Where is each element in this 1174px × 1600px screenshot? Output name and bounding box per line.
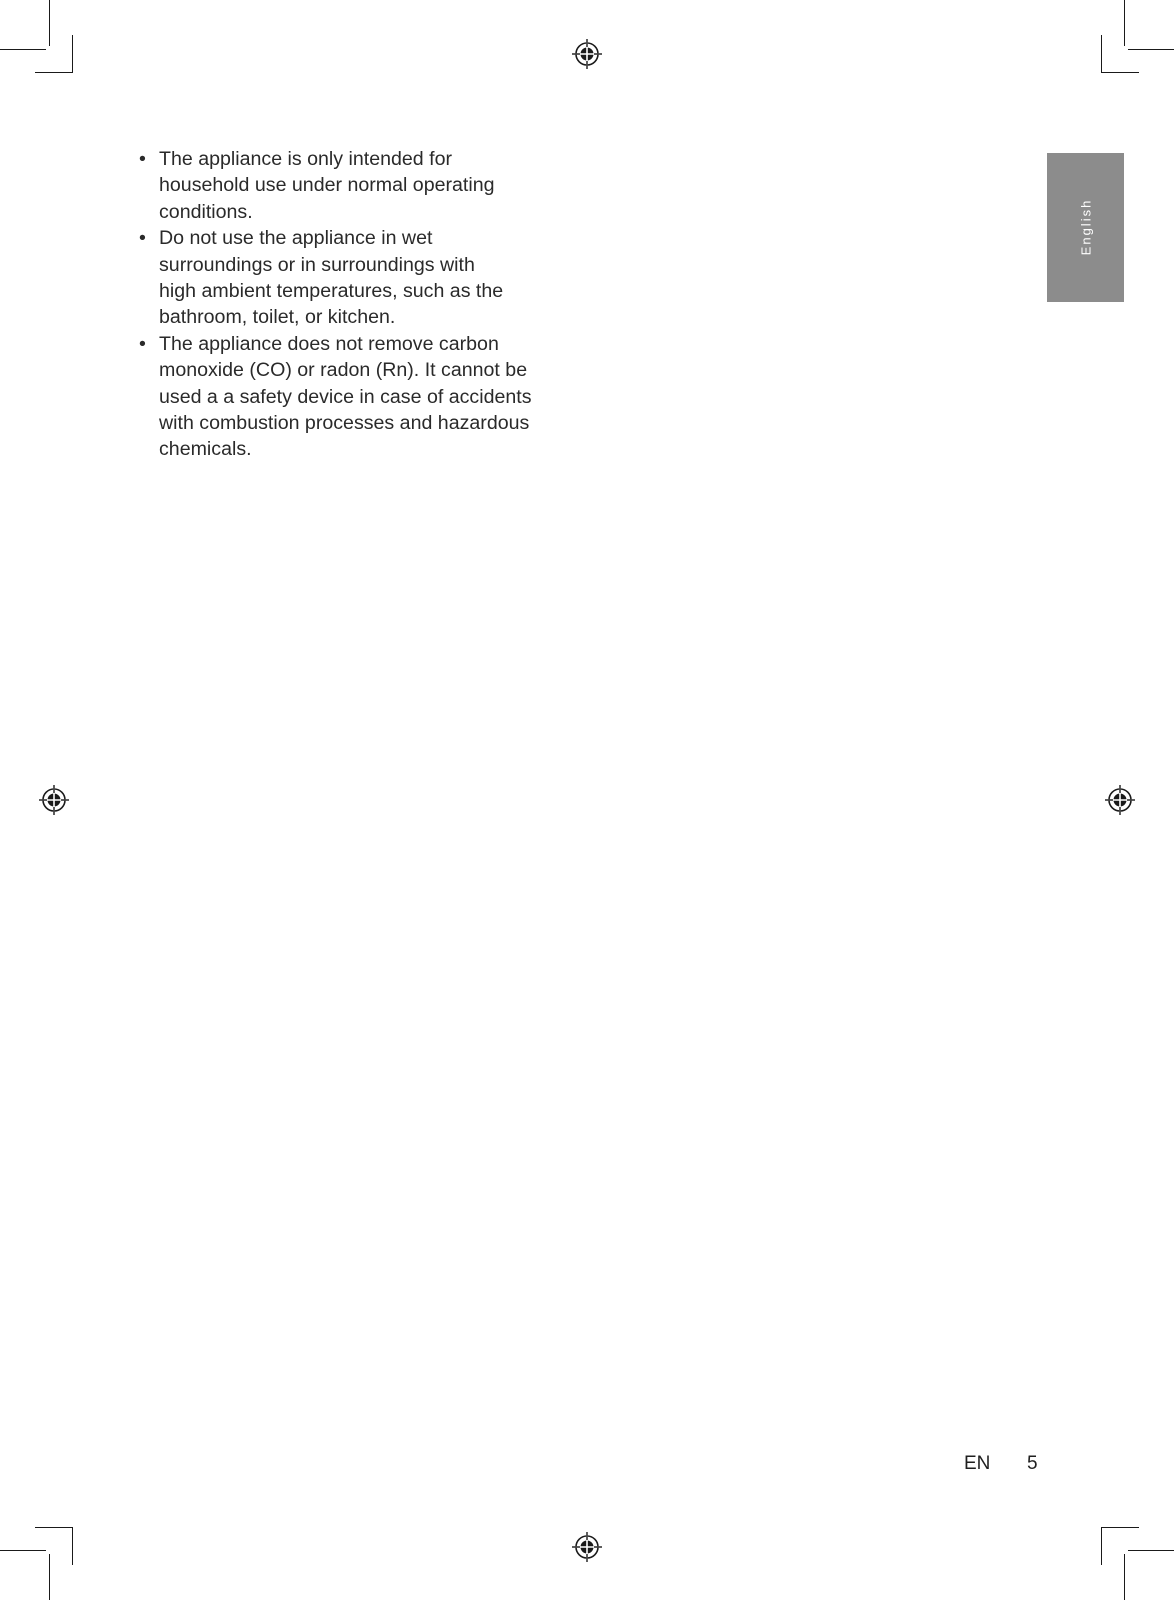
text-line: chemicals. <box>159 438 252 461</box>
crop-mark <box>1101 72 1139 73</box>
text-line: The appliance is only intended for <box>159 148 453 170</box>
crop-mark <box>35 72 73 73</box>
text-line: used a a safety device in case of accidents <box>159 385 532 408</box>
crop-mark <box>72 1527 73 1565</box>
text-line: household use under normal operating <box>159 174 495 197</box>
crop-mark <box>49 1554 50 1600</box>
crop-mark <box>1101 1527 1102 1565</box>
bullet-icon: • <box>139 148 146 170</box>
crop-mark <box>1101 1527 1139 1528</box>
safety-bullet-list <box>138 146 558 463</box>
text-line: high ambient temperatures, such as the <box>159 280 504 303</box>
text-line: bathroom, toilet, or kitchen. <box>159 306 396 329</box>
list-item <box>138 225 558 331</box>
text-line: surroundings or in surroundings with <box>159 253 475 276</box>
language-tab <box>1047 153 1124 302</box>
footer-language-code: EN <box>964 1453 991 1474</box>
crop-mark <box>1124 1554 1125 1600</box>
crop-mark <box>35 1527 73 1528</box>
bullet-icon: • <box>139 227 146 250</box>
text-line: The appliance does not remove carbon <box>159 332 499 355</box>
crop-mark <box>1124 0 1125 46</box>
crop-mark <box>1128 1550 1174 1551</box>
text-line: Do not use the appliance in wet <box>159 227 433 250</box>
list-item <box>138 146 558 225</box>
crop-mark <box>49 0 50 46</box>
language-tab-label: English <box>1078 198 1093 256</box>
bullet-icon: • <box>139 332 146 355</box>
registration-mark-icon <box>1104 784 1136 816</box>
registration-mark-icon <box>571 1531 603 1563</box>
crop-mark <box>0 1550 46 1551</box>
text-line: monoxide (CO) or radon (Rn). It cannot be <box>159 359 528 382</box>
list-item <box>138 331 558 463</box>
page-number: 5 <box>1027 1453 1038 1474</box>
crop-mark <box>1101 35 1102 73</box>
crop-mark <box>72 35 73 73</box>
registration-mark-icon <box>38 784 70 816</box>
crop-mark <box>1128 49 1174 50</box>
text-line: with combustion processes and hazardous <box>159 412 530 435</box>
registration-mark-icon <box>571 38 603 70</box>
text-line: conditions. <box>159 200 253 223</box>
crop-mark <box>0 49 46 50</box>
